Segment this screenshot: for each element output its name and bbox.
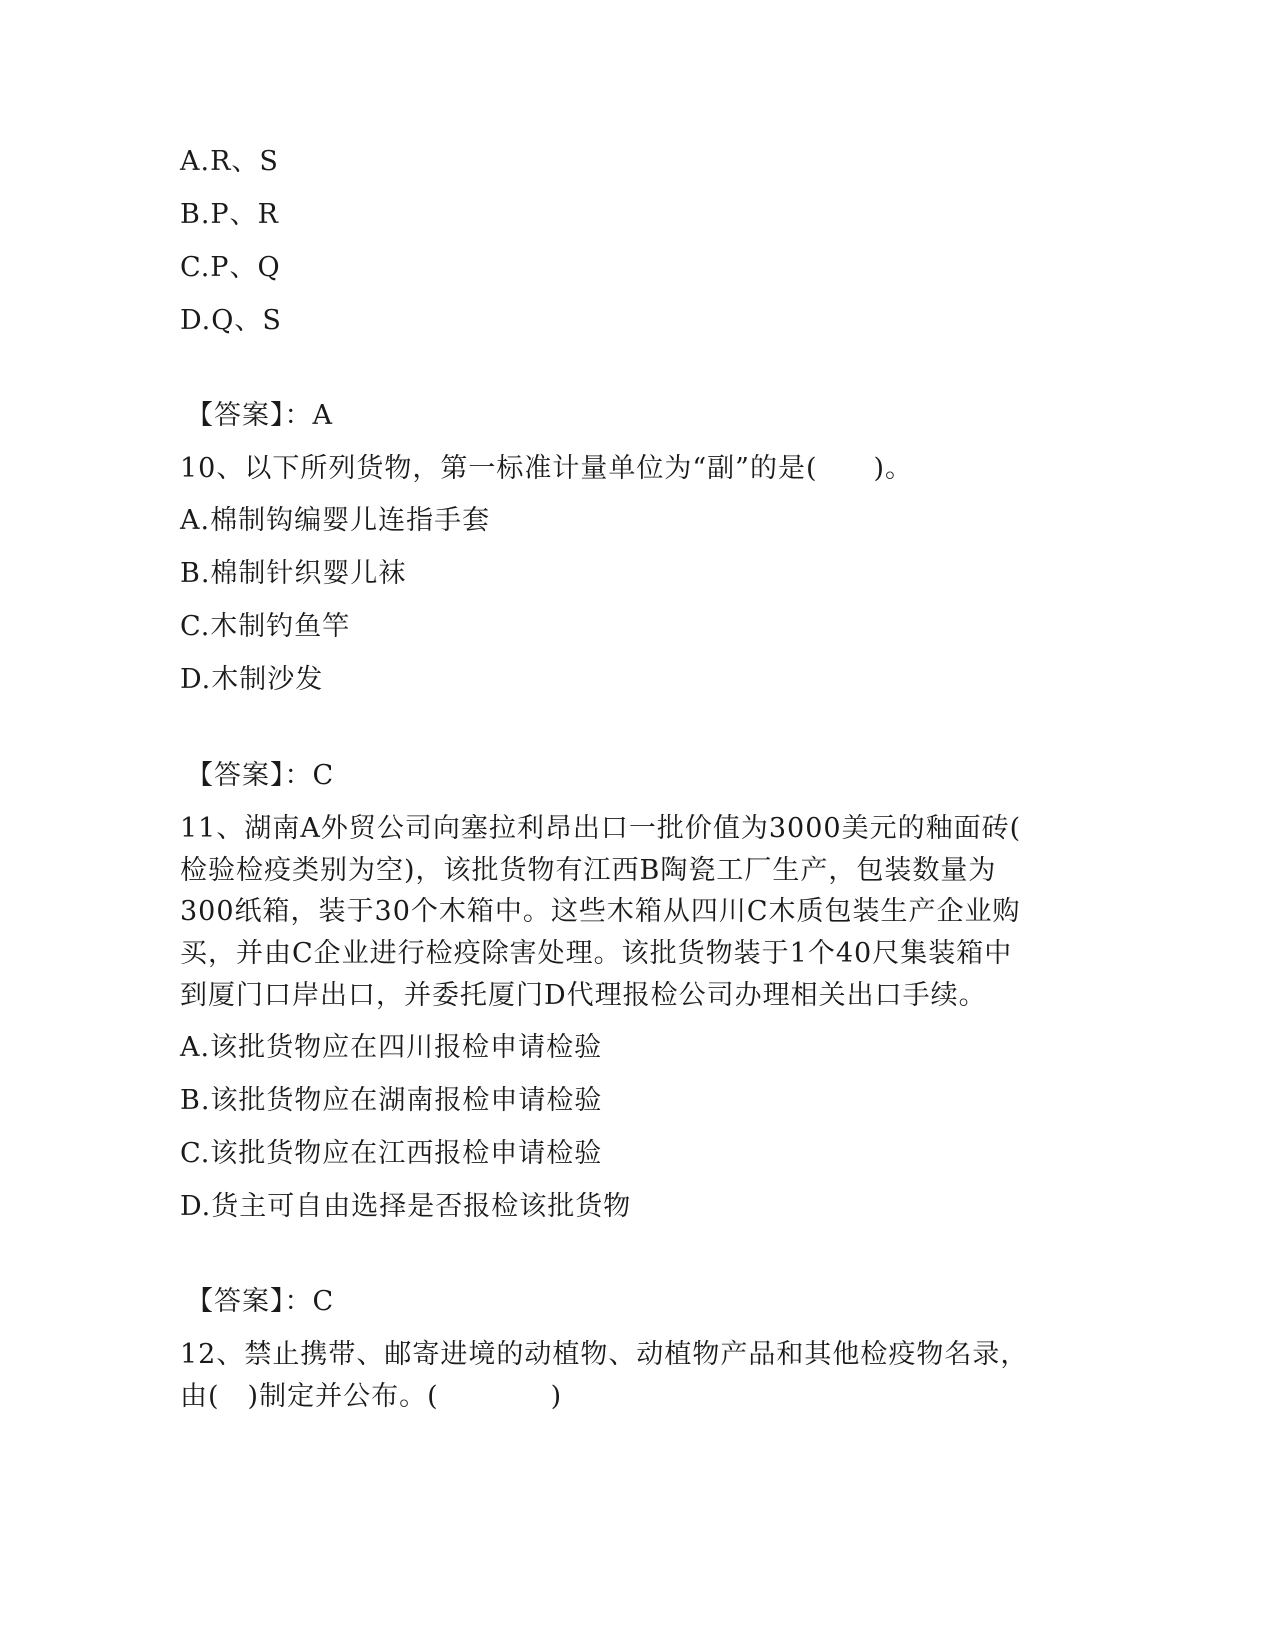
q10-option-c: C.木制钓鱼竿 bbox=[180, 611, 351, 642]
q10-option-a: A.棉制钩编婴儿连指手套 bbox=[180, 505, 491, 536]
q11-option-a: A.该批货物应在四川报检申请检验 bbox=[180, 1032, 603, 1063]
q9-option-c: C.P、Q bbox=[180, 252, 281, 283]
q12-stem-line: 12、禁止携带、邮寄进境的动植物、动植物产品和其他检疫物名录， bbox=[180, 1339, 1029, 1370]
q10-option-d: D.木制沙发 bbox=[180, 664, 324, 695]
q12-stem-line: 由( )制定并公布。( ) bbox=[180, 1381, 563, 1412]
q10-option-b: B.棉制针织婴儿袜 bbox=[180, 558, 407, 589]
q11-stem-line: 到厦门口岸出口，并委托厦门D代理报检公司办理相关出口手续。 bbox=[180, 980, 987, 1011]
q9-answer: 【答案】：A bbox=[186, 400, 333, 431]
q9-option-d: D.Q、S bbox=[180, 305, 282, 336]
q10-answer: 【答案】：C bbox=[186, 760, 335, 791]
q10-stem: 10、以下所列货物，第一标准计量单位为“副”的是( )。 bbox=[180, 453, 914, 484]
q11-option-b: B.该批货物应在湖南报检申请检验 bbox=[180, 1085, 603, 1116]
q11-stem-line: 买，并由C企业进行检疫除害处理。该批货物装于1个40尺集装箱中 bbox=[180, 938, 1013, 969]
q11-stem-line: 检验检疫类别为空)，该批货物有江西B陶瓷工厂生产，包装数量为 bbox=[180, 855, 997, 886]
q9-option-a: A.R、S bbox=[180, 146, 279, 177]
q11-answer: 【答案】：C bbox=[186, 1286, 335, 1317]
q11-stem-line: 300纸箱，装于30个木箱中。这些木箱从四川C木质包装生产企业购 bbox=[180, 896, 1021, 927]
q11-option-c: C.该批货物应在江西报检申请检验 bbox=[180, 1138, 603, 1169]
q11-stem-line: 11、湖南A外贸公司向塞拉利昂出口一批价值为3000美元的釉面砖( bbox=[180, 813, 1022, 844]
q9-option-b: B.P、R bbox=[180, 199, 279, 230]
q11-option-d: D.货主可自由选择是否报检该批货物 bbox=[180, 1191, 632, 1222]
